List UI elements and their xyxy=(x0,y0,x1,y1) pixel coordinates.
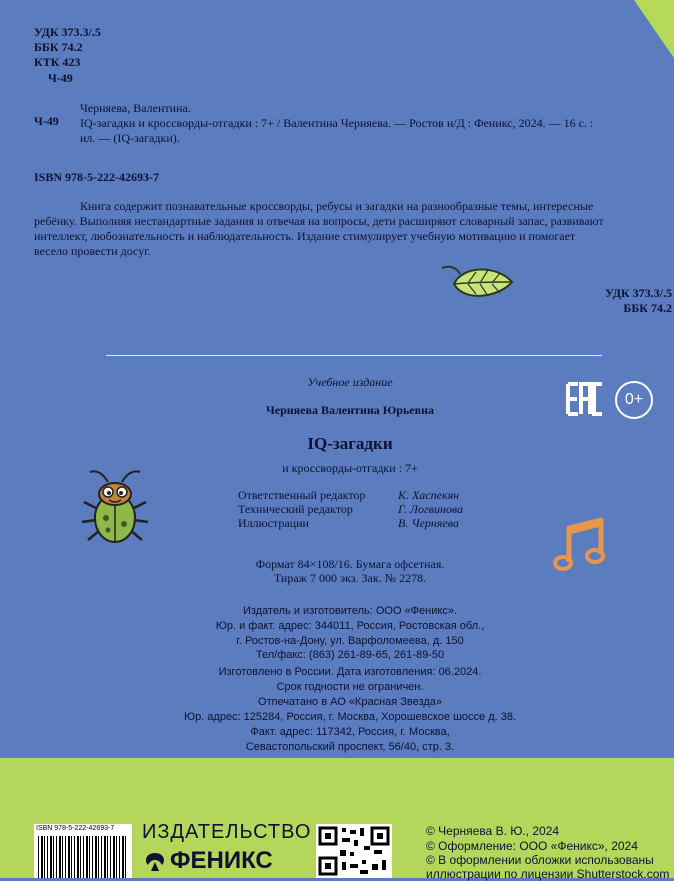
staff-role: Технический редактор xyxy=(238,502,353,516)
bbk-code-right: ББК 74.2 xyxy=(623,301,672,315)
bib-mark: Ч-49 xyxy=(34,114,59,128)
ktk-code: КТК 423 xyxy=(34,55,81,69)
copyright-line: иллюстрации по лицензии Shutterstock.com xyxy=(426,867,670,881)
music-note-icon xyxy=(553,516,607,574)
publisher-word: ИЗДАТЕЛЬСТВО xyxy=(142,821,312,843)
annotation-line: весело провести досуг. xyxy=(34,244,151,258)
copyright-line: © Оформление: ООО «Феникс», 2024 xyxy=(426,839,638,853)
publisher-line: Юр. и факт. адрес: 344011, Россия, Ростовская обл., xyxy=(215,620,485,632)
barcode-isbn: ISBN 978-5-222-42693-7 xyxy=(36,825,115,832)
eac-mark-icon xyxy=(565,381,605,417)
book-title: IQ-загадки xyxy=(307,434,393,453)
staff-name: К. Хаспекян xyxy=(398,488,460,502)
publisher-line: г. Ростов-на-Дону, ул. Варфоломеева, д. 150 xyxy=(236,635,464,647)
divider-line xyxy=(106,355,602,356)
udk-code: УДК 373.3/.5 xyxy=(34,25,101,39)
staff-name: В. Черняева xyxy=(398,516,459,530)
production-line: Севастопольский проспект, 56/40, стр. 3. xyxy=(245,741,455,753)
staff-role: Ответственный редактор xyxy=(238,488,366,502)
barcode-icon xyxy=(38,836,128,878)
udk-code-right: УДК 373.3/.5 xyxy=(605,286,672,300)
beetle-icon xyxy=(78,468,152,548)
book-subtitle: и кроссворды-отгадки : 7+ xyxy=(282,461,418,475)
bib-author: Черняева, Валентина. xyxy=(80,101,191,115)
leaf-icon xyxy=(438,262,516,302)
author-mark: Ч-49 xyxy=(48,71,73,85)
publisher-line: Тел/факс: (863) 261-89-65, 261-89-50 xyxy=(255,649,445,661)
barcode-box xyxy=(34,824,132,878)
qr-code-icon xyxy=(316,824,392,878)
phoenix-logo-icon xyxy=(142,851,168,873)
run-line: Тираж 7 000 экз. Зак. № 2278. xyxy=(273,571,427,585)
author-full-name: Черняева Валентина Юрьевна xyxy=(265,403,435,417)
staff-name: Г. Логвинова xyxy=(398,502,464,516)
isbn-line: ISBN 978-5-222-42693-7 xyxy=(34,170,159,184)
production-line: Факт. адрес: 117342, Россия, г. Москва, xyxy=(250,726,450,738)
annotation-line: ребёнку. Выполняя нестандартные задания и отвечая на вопросы, дети расширяют словарный запас, развивают xyxy=(34,214,604,228)
edition-type: Учебное издание xyxy=(307,375,393,389)
production-line: Юр. адрес: 125284, Россия, г. Москва, Хорошевское шоссе д. 38. xyxy=(183,711,517,723)
production-line: Отпечатано в АО «Красная Звезда» xyxy=(258,696,442,708)
production-line: Изготовлено в России. Дата изготовления: 06.2024. xyxy=(218,666,482,678)
staff-role: Иллюстрации xyxy=(238,516,309,530)
production-line: Срок годности не ограничен. xyxy=(276,681,424,693)
annotation-line: Книга содержит познавательные кроссворды, ребусы и загадки на разнообразные темы, интересные xyxy=(80,199,594,213)
corner-accent xyxy=(634,0,674,58)
copyright-line: © Черняева В. Ю., 2024 xyxy=(426,824,560,838)
format-line: Формат 84×108/16. Бумага офсетная. xyxy=(255,557,445,571)
bib-line-1: IQ-загадки и кроссворды-отгадки : 7+ / Валентина Черняева. — Ростов н/Д : Феникс, 2024. — 16 с. : xyxy=(80,116,594,130)
age-rating-badge: 0+ xyxy=(615,381,653,419)
publisher-name: ФЕНИКС xyxy=(170,847,273,874)
publisher-line: Издатель и изготовитель: ООО «Феникс». xyxy=(242,605,457,617)
copyright-line: © В оформлении обложки использованы xyxy=(426,853,654,867)
bbk-code: ББК 74.2 xyxy=(34,40,83,54)
bib-line-2: ил. — (IQ-загадки). xyxy=(80,131,180,145)
annotation-line: интеллект, любознательность и наблюдательность. Издание стимулирует учебную мотивацию и помогает xyxy=(34,229,576,243)
